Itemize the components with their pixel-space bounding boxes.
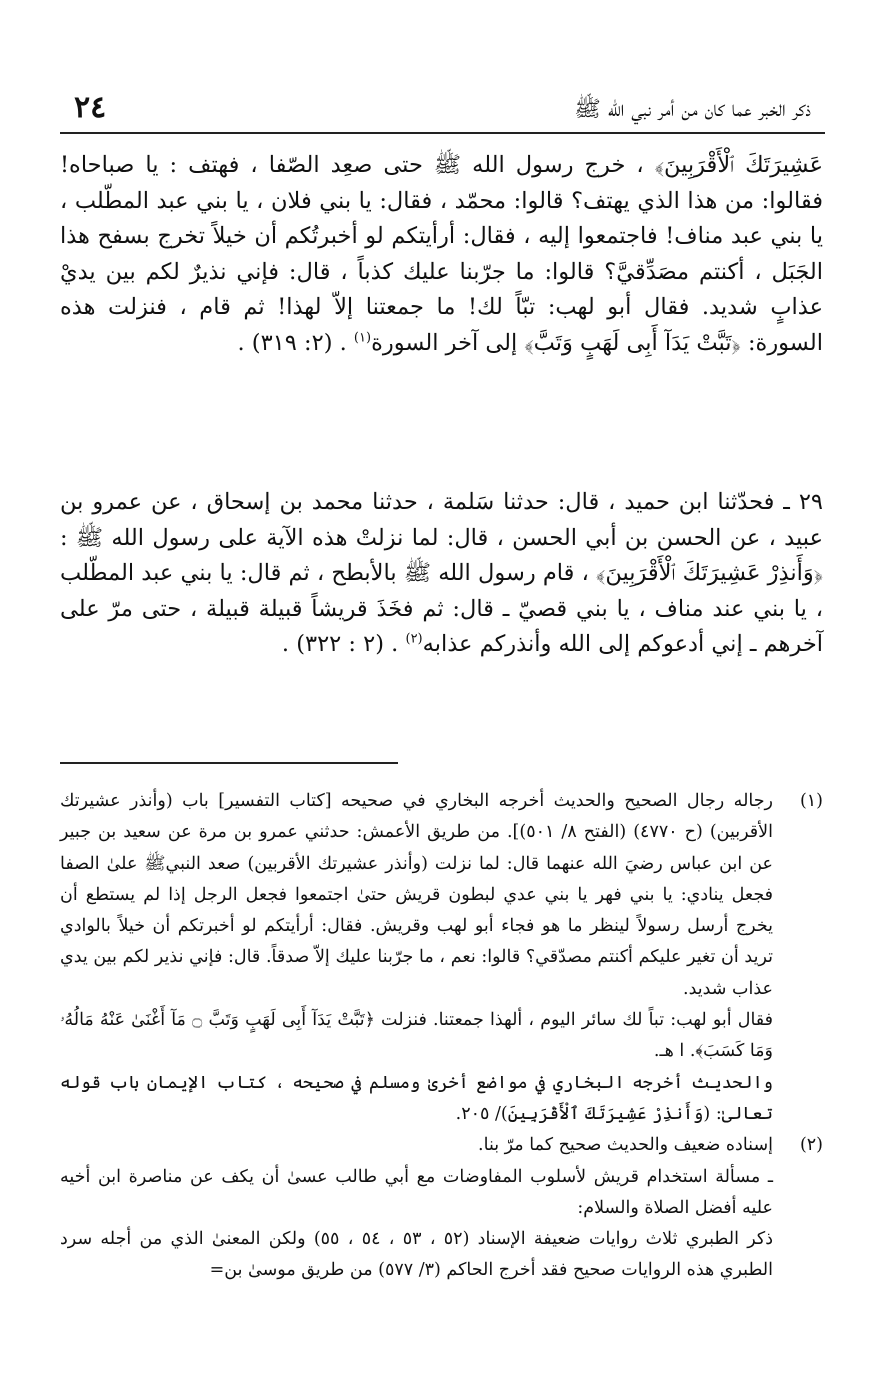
main-text-block-1 [60,148,823,361]
hadith-29-tail: . (٢ : ٣٢٢) . [281,631,406,657]
footnote-paragraph: والحديث أخرجه البخاري في مواضع أخرىٰ ومسلم في صحيحه ، كتاب الإيمان باب قوله تعالىٰ: (وَأَنذِرْ عَشِيرَتَكَ ٱلْأَقْرَبِينَ)/ ٢٠٥. [60,1072,773,1124]
narration-paragraph [60,148,823,361]
footnote-paragraph: ذكر الطبري ثلاث روايات ضعيفة الإسناد (٥٢ ، ٥٣ ، ٥٤ ، ٥٥) ولكن المعنىٰ الذي من أجله سرد الطبري هذه الروايات صحيح فقد أخرج الحاكم (٣/ ٥٧٧) من طريق موسىٰ بن= [60,1229,773,1281]
footnote-number: (٢) [799,1135,823,1156]
footnote-ref-1[interactable]: (١) [353,330,372,345]
footnote-separator [60,762,398,764]
footnote-paragraph: فقال أبو لهب: تباً لك سائر اليوم ، ألهذا جمعتنا. فنزلت ﴿تَبَّتْ يَدَآ أَبِى لَهَبٍ وَتَبَّ ۝ مَآ أَغْنَىٰ عَنْهُ مَالُهُۥ وَمَا كَسَبَ﴾. ا هـ. [60,1010,773,1062]
narration-text: عَشِيرَتَكَ ٱلْأَقْرَبِينَ﴾ ، خرج رسول الله ﷺ حتى صعِد الصّفا ، فهتف : يا صباحاه! فقالوا: من هذا الذي يهتف؟ قالوا: محمّد ، فقال: يا بني فلان ، يا بني عبد المطّلب ، يا بني عبد مناف! فاجتمعوا إليه ، فقال: أرأيتكم لو أخبرتُكم أن خيلاً تخرج بسفح هذا الجَبَل ، أكنتم مصَدِّقيَّ؟ قالوا: ما جرّبنا عليك كذباً ، قال: فإني نذيرٌ لكم بين يديْ عذابٍ شديد. فقال أبو لهب: تبّاً لك! ما جمعتنا إلاّ لهذا! ثم قام ، فنزلت هذه السورة: ﴿تَبَّتْ يَدَآ أَبِى لَهَبٍ وَتَبَّ﴾ إلى آخر السورة [60,152,823,356]
footnotes [60,786,823,1287]
footnote-paragraph: إسناده ضعيف والحديث صحيح كما مرّ بنا. [478,1135,773,1156]
hadith-29-paragraph [60,485,823,663]
footnote-body [60,1130,773,1286]
header-rule [60,132,825,134]
hadith-29-text: ٢٩ ـ فحدّثنا ابن حميد ، قال: حدثنا سَلمة ، حدثنا محمد بن إسحاق ، عن عمرو بن عبيد ، عن الحسن بن أبي الحسن ، قال: لما نزلتْ هذه الآية على رسول الله ﷺ : ﴿وَأَنذِرْ عَشِيرَتَكَ ٱلْأَقْرَبِينَ﴾ ، قام رسول الله ﷺ بالأبطح ، ثم قال: يا بني عبد المطّلب ، يا بني عند مناف ، يا بني قصيّ ـ قال: ثم فخَذَ قريشاً قبيلة قبيلة ، حتى مرّ على آخرهم ـ إني أدعوكم إلى الله وأنذركم عذابه [60,489,823,657]
narration-tail: . (٢: ٣١٩) . [237,329,354,356]
page-number: ٢٤ [74,90,107,125]
page-header [74,86,811,126]
footnote-number: (١) [799,791,823,811]
footnote-ref-2[interactable]: (٢) [405,631,423,647]
footnote-paragraph: رجاله رجال الصحيح والحديث أخرجه البخاري في صحيحه [كتاب التفسير] باب (وأنذر عشيرتك الأقربين) (ح ٤٧٧٠) (الفتح ٨/ ٥٠١)]. من طريق الأعمش: حدثني عمرو بن مرة عن سعيد بن جبير عن ابن عباس رضيَ الله عنهما قال: لما نزلت (وأنذر عشيرتك الأقربين) صعد النبيﷺ علىٰ الصفا فجعل ينادي: يا بني فهر يا بني عدي لبطون قريش حتىٰ اجتمعوا فجعل الرجل إذا لم يستطع أن يخرج أرسل رسولاً لينظر ما هو فجاء أبو لهب وقريش. فقال: أرأيتكم لو أخبرتكم أن خيلاً بالوادي تريد أن تغير عليكم أكنتم مصدّقي؟ قالوا: نعم ، ما جرّبنا عليك إلاّ صدقاً. قال: فإني نذير لكم بين يدي عذاب شديد. [60,791,773,999]
footnote-body [60,786,773,1130]
main-text-block-2 [60,485,823,663]
running-head: ذكر الخبر عما كان من أمر نبي الله ﷺ [574,97,811,122]
footnote-1 [60,786,823,1130]
footnote-2 [60,1130,823,1286]
footnote-paragraph: ـ مسألة استخدام قريش لأسلوب المفاوضات مع أبي طالب عسىٰ أن يكف عن مناصرة ابن أخيه عليه أفضل الصلاة والسلام: [60,1166,773,1218]
